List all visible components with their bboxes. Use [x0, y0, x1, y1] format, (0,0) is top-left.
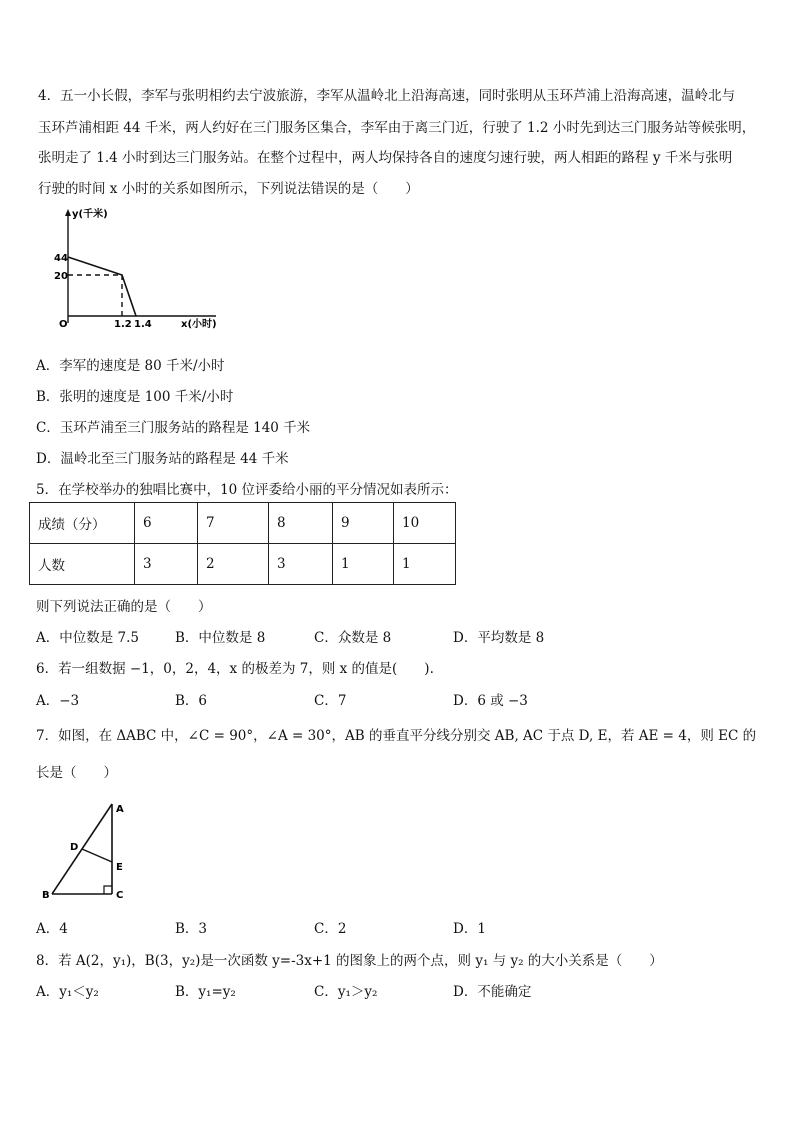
origin-label: O [59, 319, 68, 330]
q8-stem: 8．若 A(2，y₁)，B(3，y₂)是一次函数 y=-3x+1 的图象上的两个点，则 y₁ 与 y₂ 的大小关系是（ ） [36, 953, 663, 969]
q4-option-b[interactable]: B．张明的速度是 100 千米/小时 [36, 389, 234, 405]
q6-option-a[interactable]: A．−3 [36, 693, 80, 709]
x-tick-1-2: 1.2 [114, 319, 132, 330]
x-axis-label: x(小时) [181, 319, 217, 330]
q4-stem-line-1: 4．五一小长假，李军与张明相约去宁波旅游，李军从温岭北上沿海高速，同时张明从玉环芦浦上沿海高速，温岭北与 [38, 88, 736, 104]
point-b-label: B [42, 890, 50, 901]
q7-triangle-figure [36, 790, 136, 902]
q4-stem-line-4: 行驶的时间 x 小时的关系如图所示，下列说法错误的是（ ） [38, 181, 419, 197]
q5-score-table [29, 502, 456, 585]
point-e-label: E [116, 862, 123, 873]
q6-stem: 6．若一组数据 −1，0，2，4，x 的极差为 7，则 x 的值是( ). [36, 661, 434, 677]
y-axis-arrow [65, 209, 71, 216]
table-cell: 3 [135, 544, 198, 585]
table-cell: 9 [333, 503, 394, 544]
q8-option-b[interactable]: B．y₁=y₂ [175, 984, 236, 1000]
table-cell: 8 [269, 503, 333, 544]
q7-stem-line-1: 7．如图，在 ΔABC 中，∠C = 90°，∠A = 30°，AB 的垂直平分线分别交 AB, AC 于点 D, E，若 AE = 4，则 EC 的 [36, 728, 757, 744]
table-cell: 1 [394, 544, 456, 585]
right-angle-mark [104, 886, 112, 894]
q5-option-a[interactable]: A．中位数是 7.5 [36, 630, 140, 646]
y-tick-44: 44 [54, 253, 68, 264]
q7-option-c[interactable]: C．2 [314, 921, 347, 937]
x-tick-1-4: 1.4 [134, 319, 152, 330]
q7-option-d[interactable]: D．1 [453, 921, 486, 937]
q6-option-b[interactable]: B．6 [175, 693, 208, 709]
table-cell: 成绩（分） [30, 503, 135, 544]
q8-option-a[interactable]: A．y₁＜y₂ [36, 984, 99, 1000]
q7-stem-line-2: 长是（ ） [36, 765, 117, 781]
q4-option-d[interactable]: D．温岭北至三门服务站的路程是 44 千米 [36, 451, 289, 467]
q5-stem: 5．在学校举办的独唱比赛中，10 位评委给小丽的平分情况如表所示： [36, 482, 458, 498]
point-a-label: A [116, 804, 124, 815]
table-cell: 10 [394, 503, 456, 544]
q7-option-b[interactable]: B．3 [175, 921, 208, 937]
q6-option-d[interactable]: D．6 或 −3 [453, 693, 528, 709]
point-c-label: C [116, 890, 124, 901]
table-cell: 6 [135, 503, 198, 544]
q4-option-c[interactable]: C．玉环芦浦至三门服务站的路程是 140 千米 [36, 420, 311, 436]
q5-option-b[interactable]: B．中位数是 8 [175, 630, 266, 646]
table-cell: 7 [198, 503, 269, 544]
q6-option-c[interactable]: C．7 [314, 693, 347, 709]
table-cell: 1 [333, 544, 394, 585]
point-d-label: D [70, 842, 79, 853]
q5-option-d[interactable]: D．平均数是 8 [453, 630, 545, 646]
table-cell: 2 [198, 544, 269, 585]
q4-stem-line-3: 张明走了 1.4 小时到达三门服务站。在整个过程中，两人均保持各自的速度匀速行驶，两人相距的路程 y 千米与张明 [38, 150, 733, 166]
q5-question: 则下列说法正确的是（ ） [36, 599, 212, 615]
distance-line [68, 257, 136, 316]
table-row [30, 503, 456, 544]
table-cell: 人数 [30, 544, 135, 585]
table-row [30, 544, 456, 585]
y-axis-label: y(千米) [72, 209, 108, 220]
q5-option-c[interactable]: C．众数是 8 [314, 630, 392, 646]
y-tick-20: 20 [54, 271, 68, 282]
q8-option-c[interactable]: C．y₁＞y₂ [314, 984, 378, 1000]
q4-option-a[interactable]: A．李军的速度是 80 千米/小时 [36, 358, 225, 374]
q7-option-a[interactable]: A．4 [36, 921, 68, 937]
segment-de [82, 849, 112, 862]
q4-distance-time-graph [46, 205, 256, 335]
table-cell: 3 [269, 544, 333, 585]
q8-option-d[interactable]: D．不能确定 [453, 984, 532, 1000]
q4-stem-line-2: 玉环芦浦相距 44 千米，两人约好在三门服务区集合，李军由于离三门近，行驶了 1.2 小时先到达三门服务站等候张明， [38, 120, 756, 136]
